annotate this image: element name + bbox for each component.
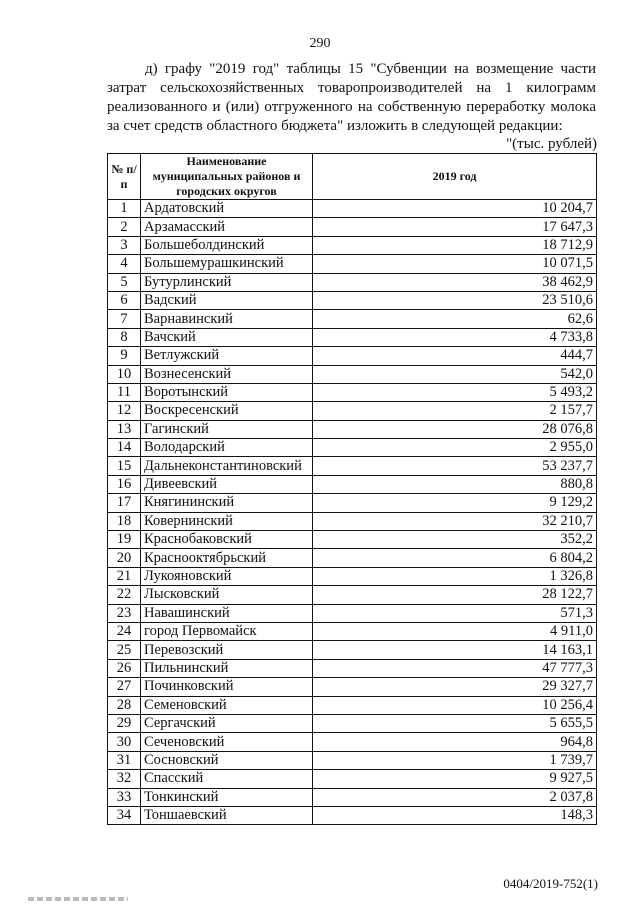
row-name: Краснобаковский [141, 531, 313, 549]
row-name: Вадский [141, 291, 313, 309]
row-value: 10 071,5 [313, 255, 597, 273]
table-row [108, 475, 597, 493]
row-number: 23 [108, 604, 141, 622]
row-name: Навашинский [141, 604, 313, 622]
row-name: Дивеевский [141, 475, 313, 493]
row-value: 1 326,8 [313, 567, 597, 585]
row-name: Краснооктябрьский [141, 549, 313, 567]
intro-line: затрат сельскохозяйственных товаропроизводителей на 1 килограмм [107, 80, 596, 96]
row-name: Починковский [141, 678, 313, 696]
row-name: Гагинский [141, 420, 313, 438]
row-value: 28 122,7 [313, 586, 597, 604]
row-number: 17 [108, 494, 141, 512]
table-row [108, 751, 597, 769]
row-number: 22 [108, 586, 141, 604]
row-value: 444,7 [313, 347, 597, 365]
row-value: 29 327,7 [313, 678, 597, 696]
row-value: 23 510,6 [313, 291, 597, 309]
row-name: Ковернинский [141, 512, 313, 530]
row-value: 28 076,8 [313, 420, 597, 438]
row-value: 62,6 [313, 310, 597, 328]
row-number: 29 [108, 714, 141, 732]
row-name: Сосновский [141, 751, 313, 769]
row-name: Ардатовский [141, 200, 313, 218]
row-number: 2 [108, 218, 141, 236]
row-value: 6 804,2 [313, 549, 597, 567]
table-row [108, 494, 597, 512]
row-value: 2 955,0 [313, 439, 597, 457]
table-row [108, 512, 597, 530]
row-number: 30 [108, 733, 141, 751]
table-row [108, 291, 597, 309]
row-value: 2 037,8 [313, 788, 597, 806]
row-number: 18 [108, 512, 141, 530]
row-number: 24 [108, 622, 141, 640]
row-name: Дальнеконстантиновский [141, 457, 313, 475]
table-row [108, 365, 597, 383]
table-row [108, 604, 597, 622]
row-name: Воротынский [141, 383, 313, 401]
row-name: Володарский [141, 439, 313, 457]
row-number: 20 [108, 549, 141, 567]
row-value: 4 911,0 [313, 622, 597, 640]
table-row [108, 328, 597, 346]
header-value: 2019 год [313, 154, 597, 200]
row-number: 25 [108, 641, 141, 659]
table-row [108, 586, 597, 604]
row-name: город Первомайск [141, 622, 313, 640]
row-number: 8 [108, 328, 141, 346]
row-number: 10 [108, 365, 141, 383]
row-value: 9 129,2 [313, 494, 597, 512]
row-number: 27 [108, 678, 141, 696]
row-name: Спасский [141, 770, 313, 788]
table-row [108, 255, 597, 273]
header-name: Наименование муниципальных районов и городских округов [141, 154, 313, 200]
table-row [108, 347, 597, 365]
table-row [108, 622, 597, 640]
table-row [108, 696, 597, 714]
document-code: 0404/2019-752(1) [503, 876, 598, 891]
row-name: Арзамасский [141, 218, 313, 236]
row-name: Семеновский [141, 696, 313, 714]
table-row [108, 310, 597, 328]
row-number: 31 [108, 751, 141, 769]
row-value: 571,3 [313, 604, 597, 622]
row-value: 32 210,7 [313, 512, 597, 530]
row-value: 352,2 [313, 531, 597, 549]
row-number: 32 [108, 770, 141, 788]
table-row [108, 457, 597, 475]
table-row [108, 531, 597, 549]
row-name: Вознесенский [141, 365, 313, 383]
row-value: 10 256,4 [313, 696, 597, 714]
row-value: 5 493,2 [313, 383, 597, 401]
table-row [108, 659, 597, 677]
footer-mark [28, 897, 128, 901]
table-header-row [108, 154, 597, 200]
row-number: 21 [108, 567, 141, 585]
row-number: 26 [108, 659, 141, 677]
row-value: 964,8 [313, 733, 597, 751]
row-value: 38 462,9 [313, 273, 597, 291]
row-number: 6 [108, 291, 141, 309]
row-number: 9 [108, 347, 141, 365]
row-name: Воскресенский [141, 402, 313, 420]
row-number: 15 [108, 457, 141, 475]
row-value: 18 712,9 [313, 236, 597, 254]
row-number: 19 [108, 531, 141, 549]
row-value: 5 655,5 [313, 714, 597, 732]
header-number: № п/п [108, 154, 141, 200]
table-row [108, 770, 597, 788]
row-value: 53 237,7 [313, 457, 597, 475]
row-number: 28 [108, 696, 141, 714]
units-label: "(тыс. рублей) [506, 136, 597, 152]
row-name: Бутурлинский [141, 273, 313, 291]
row-name: Вачский [141, 328, 313, 346]
row-name: Княгининский [141, 494, 313, 512]
subsidy-table [107, 153, 597, 825]
page-number: 290 [309, 36, 331, 51]
row-name: Большемурашкинский [141, 255, 313, 273]
row-name: Сергачский [141, 714, 313, 732]
row-value: 14 163,1 [313, 641, 597, 659]
row-number: 14 [108, 439, 141, 457]
table-row [108, 402, 597, 420]
row-value: 10 204,7 [313, 200, 597, 218]
row-number: 33 [108, 788, 141, 806]
row-name: Пильнинский [141, 659, 313, 677]
row-name: Большеболдинский [141, 236, 313, 254]
row-name: Сеченовский [141, 733, 313, 751]
table-row [108, 383, 597, 401]
table-row [108, 236, 597, 254]
intro-line: д) графу "2019 год" таблицы 15 "Субвенции на возмещение части [145, 61, 596, 77]
table-row [108, 788, 597, 806]
row-number: 1 [108, 200, 141, 218]
row-number: 11 [108, 383, 141, 401]
table-body [108, 200, 597, 825]
row-name: Лукояновский [141, 567, 313, 585]
row-value: 542,0 [313, 365, 597, 383]
row-number: 12 [108, 402, 141, 420]
intro-line: за счет средств областного бюджета" изложить в следующей редакции: [107, 118, 563, 134]
table-row [108, 420, 597, 438]
row-number: 7 [108, 310, 141, 328]
row-value: 9 927,5 [313, 770, 597, 788]
table-row [108, 806, 597, 824]
table-row [108, 733, 597, 751]
row-number: 34 [108, 806, 141, 824]
table-row [108, 549, 597, 567]
row-name: Тоншаевский [141, 806, 313, 824]
table-row [108, 273, 597, 291]
row-value: 4 733,8 [313, 328, 597, 346]
row-value: 1 739,7 [313, 751, 597, 769]
row-name: Ветлужский [141, 347, 313, 365]
table-row [108, 567, 597, 585]
intro-line: реализованного и (или) отгруженного на собственную переработку молока [107, 99, 596, 115]
row-name: Варнавинский [141, 310, 313, 328]
row-number: 3 [108, 236, 141, 254]
table-row [108, 218, 597, 236]
row-name: Тонкинский [141, 788, 313, 806]
row-value: 2 157,7 [313, 402, 597, 420]
table-row [108, 714, 597, 732]
table-row [108, 439, 597, 457]
row-number: 13 [108, 420, 141, 438]
row-value: 148,3 [313, 806, 597, 824]
intro-paragraph [107, 60, 596, 136]
row-number: 16 [108, 475, 141, 493]
row-number: 4 [108, 255, 141, 273]
row-value: 47 777,3 [313, 659, 597, 677]
row-name: Перевозский [141, 641, 313, 659]
row-value: 880,8 [313, 475, 597, 493]
table-row [108, 200, 597, 218]
row-value: 17 647,3 [313, 218, 597, 236]
row-name: Лысковский [141, 586, 313, 604]
row-number: 5 [108, 273, 141, 291]
table-row [108, 678, 597, 696]
table-row [108, 641, 597, 659]
